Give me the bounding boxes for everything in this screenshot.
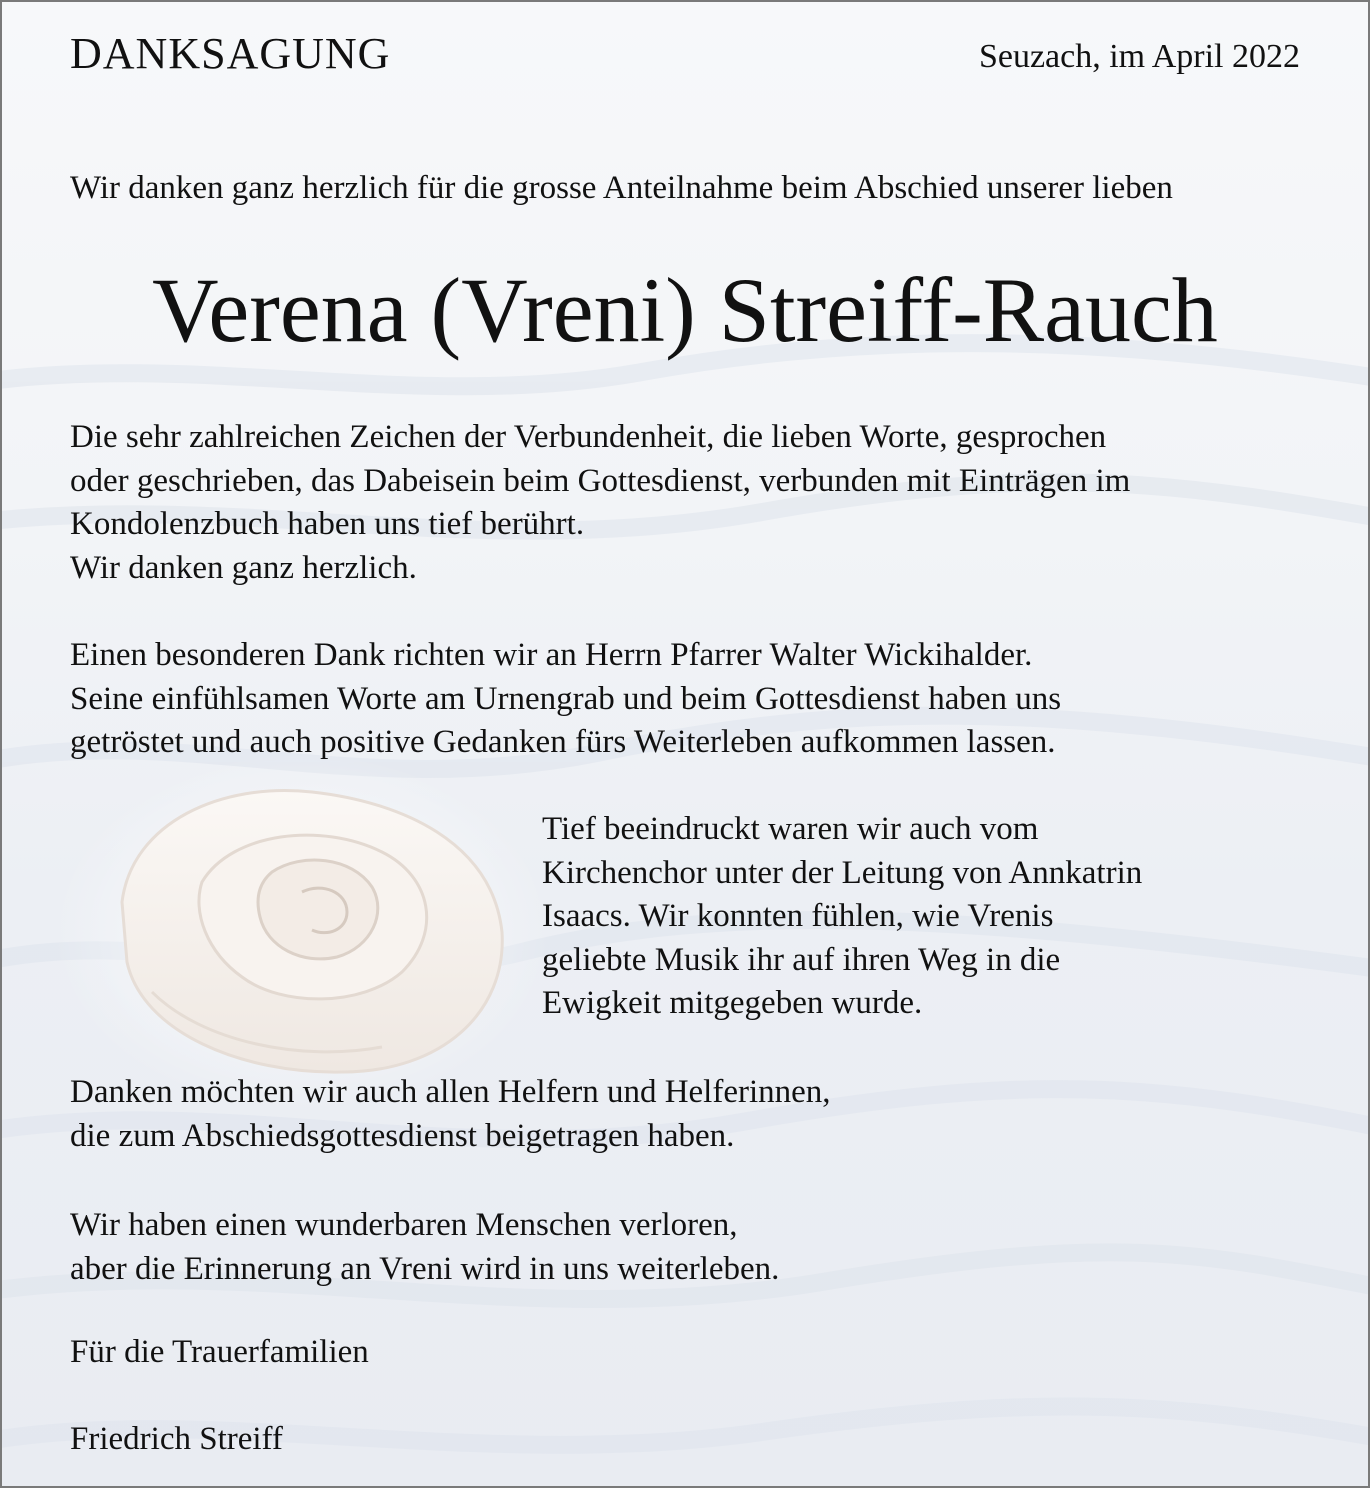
paragraph-line: Kondolenzbuch haben uns tief berührt. bbox=[70, 506, 585, 542]
paragraph-line: Tief beeindruckt waren wir auch vom bbox=[542, 811, 1039, 847]
header-title: DANKSAGUNG bbox=[70, 29, 391, 78]
paragraph-choir bbox=[542, 808, 1142, 1026]
paragraph-condolences bbox=[70, 416, 1130, 590]
paragraph-line: Seine einfühlsamen Worte am Urnengrab und beim Gottesdienst haben uns bbox=[70, 680, 1062, 717]
closing-line: Für die Trauerfamilien bbox=[70, 1334, 369, 1370]
paragraph-pastor bbox=[70, 634, 1061, 765]
paragraph-line: Kirchenchor unter der Leitung von Annkatrin bbox=[542, 854, 1143, 891]
paragraph-line: Danken möchten wir auch allen Helfern und Helferinnen, bbox=[70, 1074, 831, 1110]
paragraph-line: geliebte Musik ihr auf ihren Weg in die bbox=[542, 941, 1061, 978]
intro-text: Wir danken ganz herzlich für die grosse Anteilnahme beim Abschied unserer lieben bbox=[70, 170, 1173, 206]
paragraph-line: Wir haben einen wunderbaren Menschen verloren, bbox=[70, 1207, 738, 1243]
paragraph-line: getröstet und auch positive Gedanken fürs Weiterleben aufkommen lassen. bbox=[70, 724, 1056, 760]
paragraph-line: Die sehr zahlreichen Zeichen der Verbundenheit, die lieben Worte, gesprochen bbox=[70, 419, 1107, 455]
paragraph-line: oder geschrieben, das Dabeisein beim Gottesdienst, verbunden mit Einträgen im bbox=[70, 462, 1131, 499]
paragraph-memory bbox=[70, 1204, 779, 1291]
place-date: Seuzach, im April 2022 bbox=[978, 38, 1300, 75]
signature: Friedrich Streiff bbox=[70, 1421, 283, 1457]
deceased-name: Verena (Vreni) Streiff-Rauch bbox=[152, 259, 1218, 361]
paragraph-line: aber die Erinnerung an Vreni wird in uns weiterleben. bbox=[70, 1250, 780, 1287]
paragraph-line: Ewigkeit mitgegeben wurde. bbox=[542, 985, 923, 1021]
obituary-content bbox=[2, 2, 1368, 1486]
paragraph-helpers bbox=[70, 1071, 831, 1158]
paragraph-line: Wir danken ganz herzlich. bbox=[70, 549, 417, 586]
paragraph-line: Isaacs. Wir konnten fühlen, wie Vrenis bbox=[542, 898, 1054, 934]
paragraph-line: Einen besonderen Dank richten wir an Herrn Pfarrer Walter Wickihalder. bbox=[70, 637, 1033, 673]
paragraph-line: die zum Abschiedsgottesdienst beigetragen haben. bbox=[70, 1117, 735, 1154]
